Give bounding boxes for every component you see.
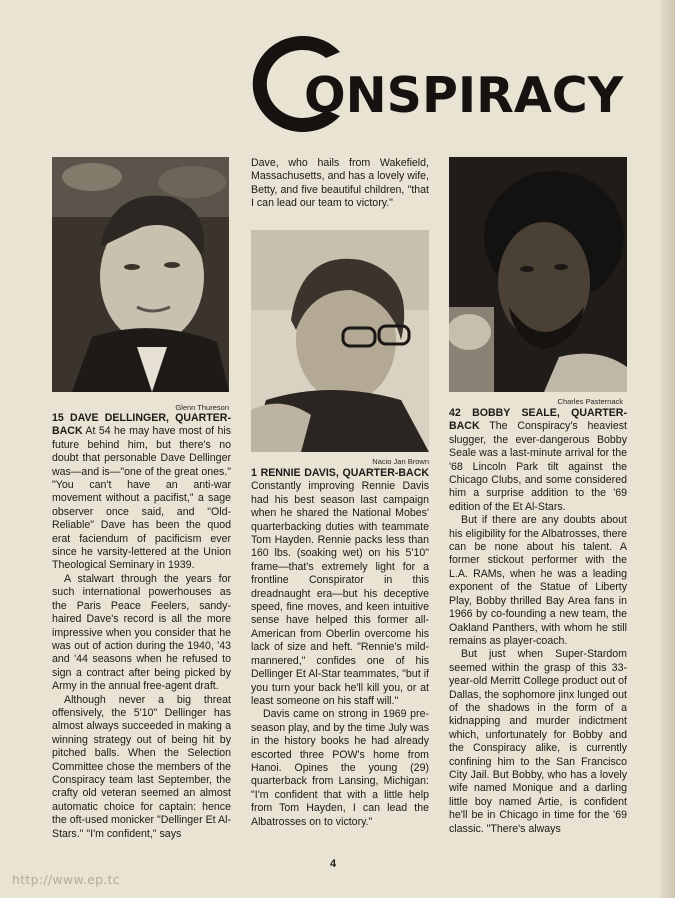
watermark: http://www.ep.tc xyxy=(12,872,120,887)
paragraph: But if there are any doubts about his eligibility for the Albatrosses, there can be none about his talent. A former stickout performer with the L.A. RAMs, when he was a leading exponent of the Statue of Liberty Play, Bobby thrilled Bay Area fans in 1966 by co-founding a new team, the Oakland Panthers, with whom he still remains as player-coach. xyxy=(449,514,627,647)
title-text: ONSPIRACY xyxy=(304,67,624,124)
paragraph: At 54 he may have most of his future behind him, but there's no doubt that personable Dave Dellinger was—and is—"one of the great ones." "You can't have an anti-war movement without a pacifist," a sage observer once said, and "Old-Reliable" Dave has been the quod erat faciendum of pacificism ever since he varsity-lettered at the Union Theological Seminary in 1939. xyxy=(52,425,232,572)
paragraph: Dave, who hails from Wakefield, Massachusetts, and has a lovely wife, Betty, and five beautiful children, "that I can lead our team to victory." xyxy=(251,157,429,210)
page-title xyxy=(240,30,660,140)
davis-image xyxy=(251,230,429,452)
photo-dellinger xyxy=(52,157,229,392)
article-seale xyxy=(449,407,627,836)
photo-seale xyxy=(449,157,627,392)
paragraph: Davis came on strong in 1969 pre-season play, and by the time July was in the history books he had already escorted three POW's home from Hanoi. Opines the young (29) quarterback from Lansing, Michigan: "I'm confident that with a little help from Tom Hayden, I can lead the Albatrosses on to victory." xyxy=(251,708,429,828)
article-dellinger-cont xyxy=(251,157,429,211)
photo-credit-3: Charles Pasternack xyxy=(557,397,623,406)
photo-credit-2: Nacio Jan Brown xyxy=(372,457,429,466)
heading-davis: 1 RENNIE DAVIS, QUARTER-BACK xyxy=(251,467,429,479)
dellinger-image xyxy=(52,157,229,392)
paragraph: Although never a big threat offensively, the 5'10" Dellinger has almost always succeeded in making a winning strategy out of being hit by pitched balls. When the Selection Committee chose the members of the Conspiracy team last September, the crafty old veteran seemed an almost automatic choice for captain: hence the oft-used monicker "Dellinger Et Al-Stars." "I'm confident," says xyxy=(52,693,231,840)
photo-credit-1: Glenn Thureson xyxy=(175,403,229,412)
paragraph: The Conspiracy's heaviest slugger, the ever-dangerous Bobby Seale was a last-minute arrival for the '68 Lincoln Park tilt against the Chicago Clubs, and some considered him a surprise addition to the '69 edition of the Et Al-Stars. xyxy=(449,420,627,513)
article-davis xyxy=(251,467,429,829)
photo-davis xyxy=(251,230,429,452)
paragraph: But just when Super-Stardom seemed within the grasp of this 33-year-old Merritt College product out of Dallas, the sophomore jinx lunged out of the shadows in the form of a kidnapping and murder indictment which, unfortunately for Bobby and the Conspiracy alike, is currently confining him to the San Francisco City Jail. But Bobby, who has a lovely wife named Monique and a darling little boy named Artie, is confident he'll be in Chicago in time for the '69 classic. "There's always xyxy=(449,648,627,835)
seale-image xyxy=(449,157,627,392)
paragraph: A stalwart through the years for such international powerhouses as the Paris Peace Feelers, sandy-haired Dave's record is all the more impressive when you consider that he was out of action during the 1940, '43 and '44 seasons when he refused to sign a contract after being picked by Army in the annual free-agent draft. xyxy=(52,572,231,693)
page-edge xyxy=(661,0,675,898)
paragraph: Constantly improving Rennie Davis had his best season last campaign when he shared the National Mobes' quarterbacking duties with teammate Tom Hayden. Rennie packs less than 160 lbs. (soaking wet) on his 5'10" frame—that's extremely light for a frontline Conspirator in this dreadnaught era—but his deceptive speed, fine moves, and keen intuitive sense have helped this former all-American from Oberlin overcome his lack of size and heft. "Rennie's mild-mannered," confides one of his Dellinger Et Al-Star teammates, "but if you turn your back he'll kill you, or at least someone on his staff will." xyxy=(251,480,429,707)
heading-dellinger: 15 DAVE DELLINGER, QUARTER-BACK xyxy=(52,412,231,438)
heading-seale: 42 BOBBY SEALE, QUARTER-BACK xyxy=(449,407,627,433)
page-number: 4 xyxy=(330,858,337,870)
article-dellinger xyxy=(52,412,231,841)
